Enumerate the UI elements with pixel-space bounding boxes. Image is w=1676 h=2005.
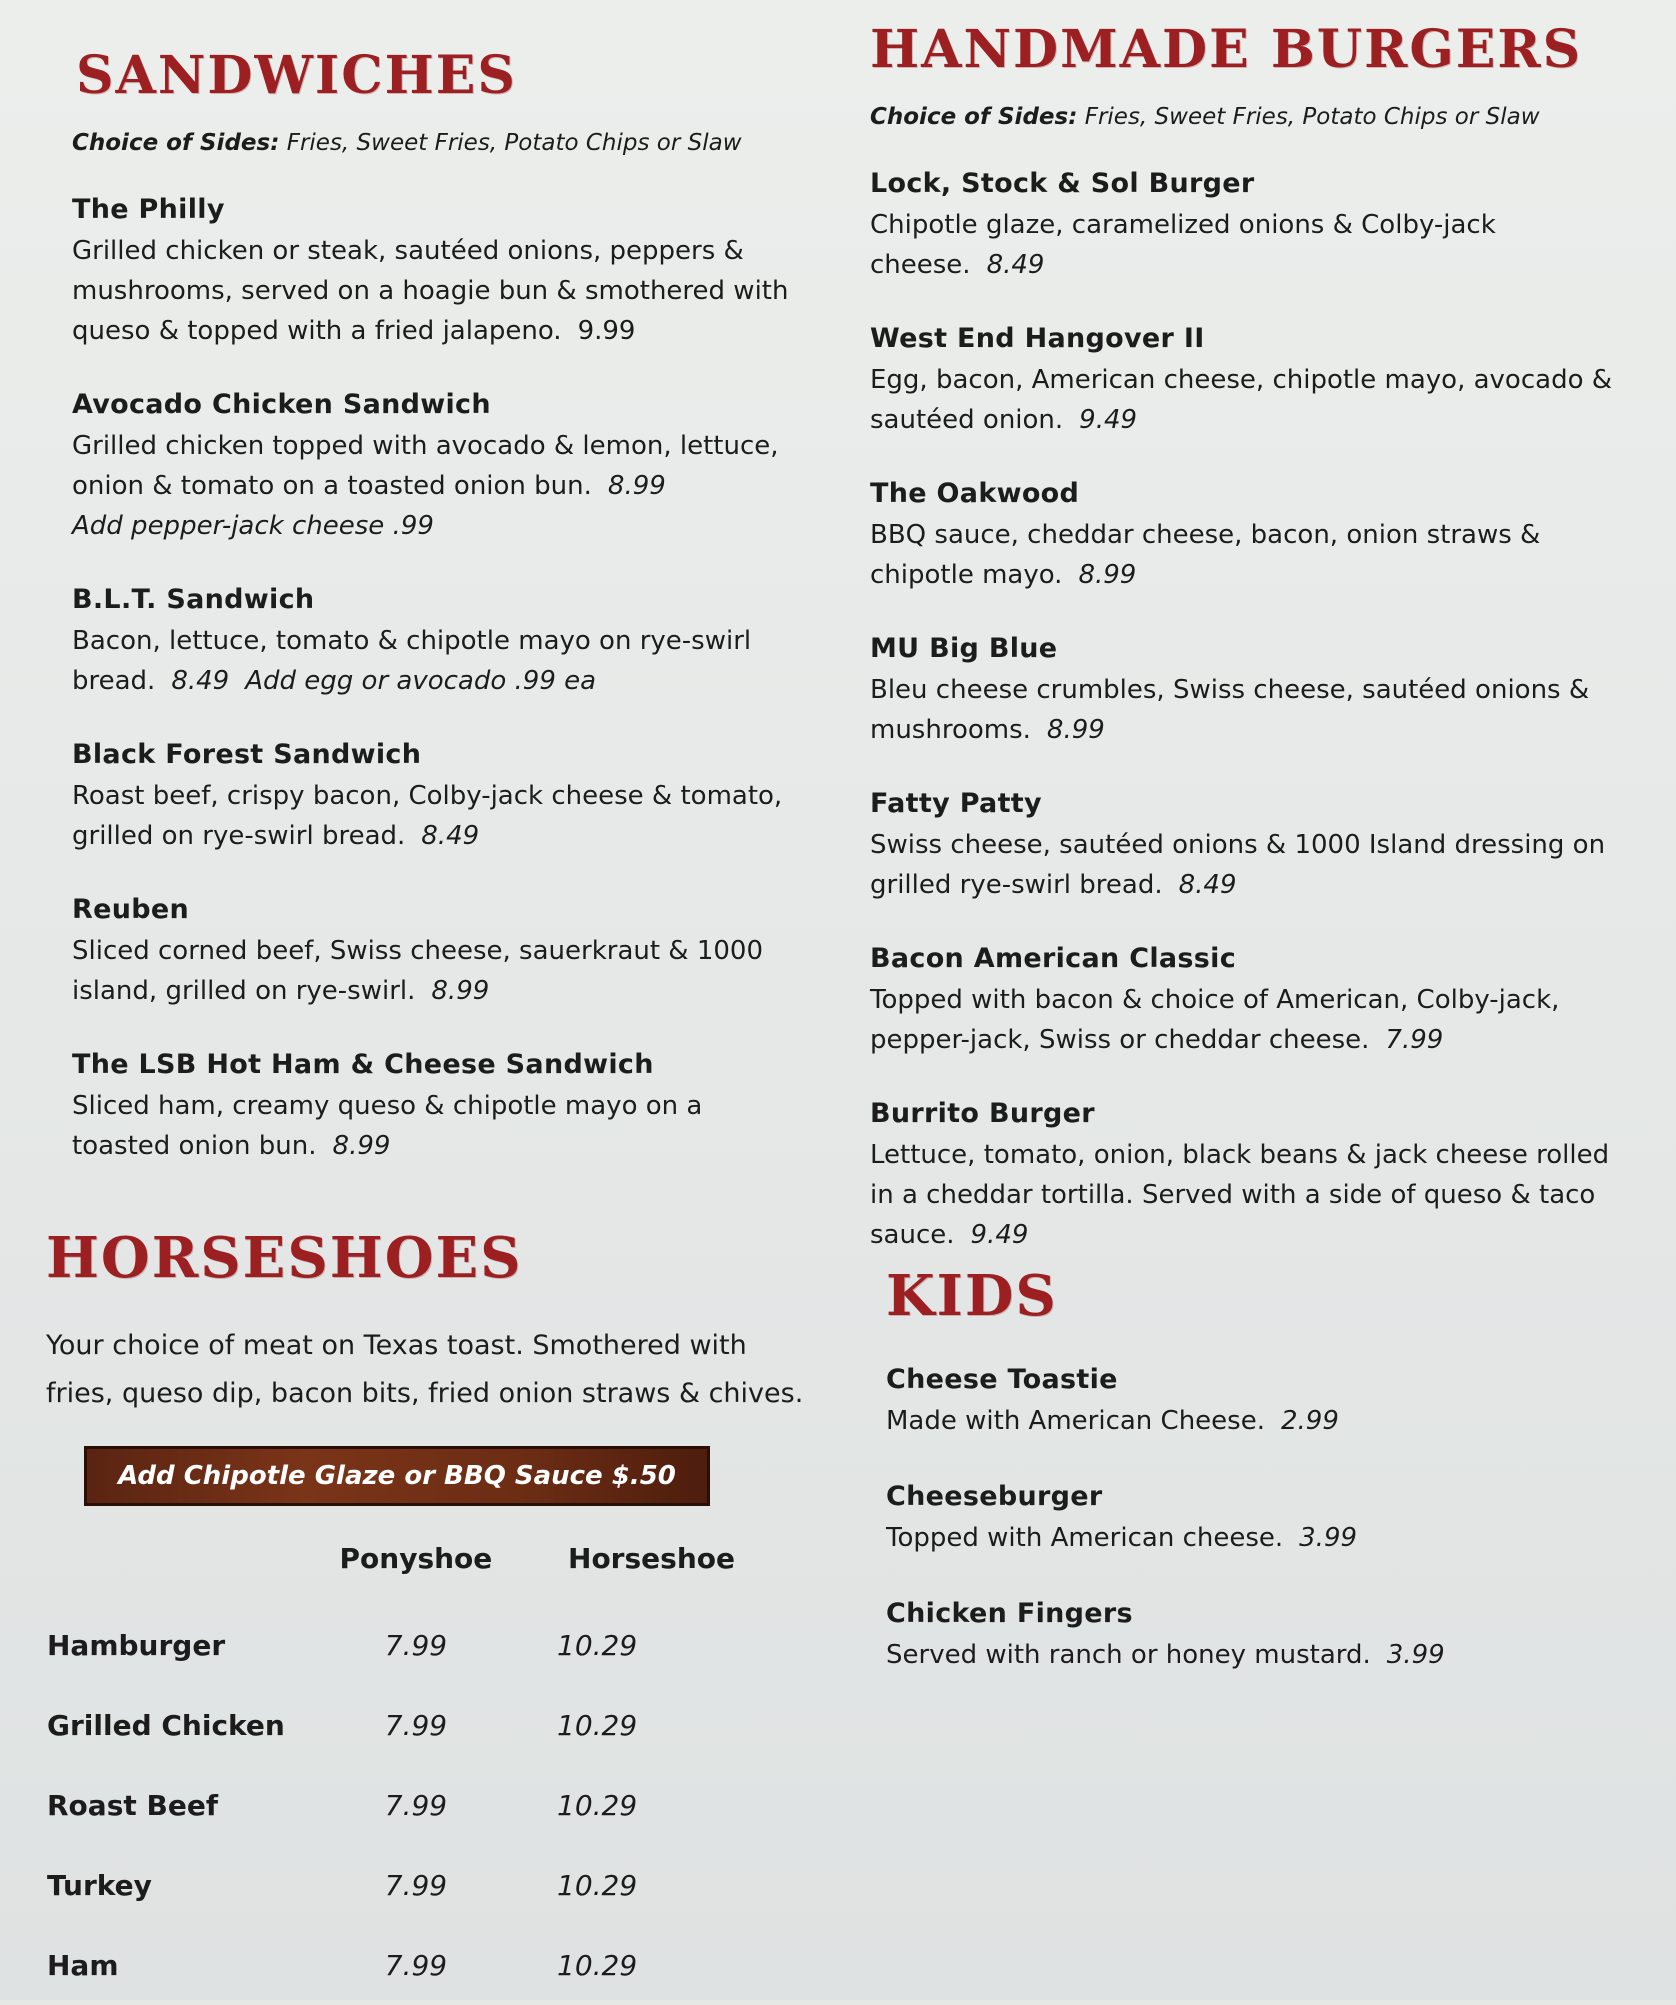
horseshoes-section (46, 1225, 806, 2005)
item-name: The Philly (72, 194, 225, 225)
meat-cell: Ham (47, 1948, 119, 1982)
sandwiches-section (46, 45, 806, 1166)
horseshoe-price: 10.29 (557, 1948, 638, 1982)
item-price: 8.49 (171, 666, 230, 696)
ponyshoe-price: 7.99 (384, 1628, 448, 1662)
sandwiches-sides (72, 130, 806, 156)
item-name: Lock, Stock & Sol Burger (870, 168, 1255, 199)
ponyshoe-price: 7.99 (384, 1708, 448, 1742)
horseshoe-price: 10.29 (557, 1708, 638, 1742)
burger-list (870, 168, 1630, 1255)
sandwiches-title: SANDWICHES (76, 45, 517, 106)
menu-item (870, 323, 1630, 440)
item-name: Bacon American Classic (870, 943, 1237, 974)
ponyshoe-price: 7.99 (384, 1788, 448, 1822)
sides-label: Choice of Sides: (870, 104, 1078, 130)
meat-cell: Hamburger (47, 1628, 226, 1662)
menu-item (72, 1049, 802, 1166)
ponyshoe-price: 7.99 (384, 1948, 448, 1982)
column-header-ponyshoe: Ponyshoe (339, 1542, 493, 1575)
item-desc: Served with ranch or honey mustard. 3.99 (886, 1640, 1445, 1670)
item-price: 8.49 (1178, 870, 1237, 900)
item-name: Cheese Toastie (886, 1364, 1118, 1395)
item-name: Burrito Burger (870, 1098, 1095, 1129)
item-price: 8.99 (607, 471, 666, 501)
item-desc: Topped with American cheese. 3.99 (886, 1523, 1358, 1553)
menu-item (72, 584, 802, 701)
item-price: 9.49 (970, 1220, 1029, 1250)
table-row (46, 1925, 806, 2005)
meat-cell: Grilled Chicken (47, 1708, 285, 1742)
item-desc: Topped with bacon & choice of American, Colby-jack, pepper-jack, Swiss or cheddar cheese. 7.99 (870, 985, 1560, 1055)
sides-label: Choice of Sides: (72, 130, 280, 156)
burgers-sides (870, 104, 1630, 130)
item-name: West End Hangover II (870, 323, 1205, 354)
item-name: Avocado Chicken Sandwich (72, 389, 491, 420)
menu-item (886, 1481, 1626, 1558)
item-price: 3.99 (1386, 1640, 1445, 1670)
item-price: 8.49 (986, 250, 1045, 280)
item-price: 9.99 (577, 316, 636, 346)
item-name: Fatty Patty (870, 788, 1042, 819)
horseshoe-price: 10.29 (557, 1868, 638, 1902)
item-name: B.L.T. Sandwich (72, 584, 315, 615)
burgers-section (870, 19, 1630, 1255)
horseshoes-title: HORSESHOES (46, 1225, 523, 1291)
item-price: 8.99 (431, 976, 490, 1006)
sandwich-list (72, 194, 802, 1166)
sides-text: Fries, Sweet Fries, Potato Chips or Slaw (1084, 104, 1540, 130)
item-name: Cheeseburger (886, 1481, 1103, 1512)
item-desc: Made with American Cheese. 2.99 (886, 1406, 1339, 1436)
menu-item (72, 389, 802, 546)
item-name: The Oakwood (870, 478, 1080, 509)
horseshoe-price: 10.29 (557, 1628, 638, 1662)
item-desc: Swiss cheese, sautéed onions & 1000 Island dressing on grilled rye-swirl bread. 8.49 (870, 830, 1606, 900)
sides-text: Fries, Sweet Fries, Potato Chips or Slaw (286, 130, 742, 156)
menu-item (870, 943, 1630, 1060)
item-name: Reuben (72, 894, 189, 925)
horseshoe-price: 10.29 (557, 1788, 638, 1822)
item-desc: Sliced ham, creamy queso & chipotle mayo on a toasted onion bun. 8.99 (72, 1091, 703, 1161)
table-row (46, 1765, 806, 1845)
column-header-horseshoe: Horseshoe (568, 1542, 735, 1575)
item-desc: Bacon, lettuce, tomato & chipotle mayo on rye-swirl bread. 8.49 Add egg or avocado .99 ea (72, 626, 752, 696)
item-desc: Grilled chicken topped with avocado & lemon, lettuce, onion & tomato on a toasted onion bun. 8.99 Add pepper-jack cheese .99 (72, 426, 802, 546)
item-desc: Lettuce, tomato, onion, black beans & jack cheese rolled in a cheddar tortilla. Served with a side of queso & taco sauce. 9.49 (870, 1140, 1610, 1250)
item-name: Black Forest Sandwich (72, 739, 422, 770)
column-header-meat (46, 1542, 335, 1605)
item-price: 8.99 (332, 1131, 391, 1161)
item-price: 8.49 (421, 821, 480, 851)
item-desc: Chipotle glaze, caramelized onions & Colby-jack cheese. 8.49 (870, 210, 1496, 280)
menu-item (870, 788, 1630, 905)
item-addon: Add pepper-jack cheese .99 (72, 511, 434, 541)
item-desc: Roast beef, crispy bacon, Colby-jack cheese & tomato, grilled on rye-swirl bread. 8.49 (72, 781, 783, 851)
menu-item (886, 1598, 1626, 1675)
item-name: MU Big Blue (870, 633, 1058, 664)
item-price: 2.99 (1280, 1406, 1339, 1436)
item-addon: Add egg or avocado .99 ea (245, 666, 597, 696)
item-desc: Grilled chicken or steak, sautéed onions, peppers & mushrooms, served on a hoagie bun & smothered with queso & topped with a fried jalapeno. 9.99 (72, 236, 789, 346)
horseshoes-desc: Your choice of meat on Texas toast. Smothered with fries, queso dip, bacon bits, fried onion straws & chives. (46, 1330, 804, 1409)
menu-item (870, 633, 1630, 750)
menu-item (72, 894, 802, 1011)
item-name: The LSB Hot Ham & Cheese Sandwich (72, 1049, 654, 1080)
table-row (46, 1845, 806, 1925)
menu-item (72, 739, 802, 856)
kids-section (886, 1263, 1626, 1675)
item-name: Chicken Fingers (886, 1598, 1133, 1629)
item-price: 8.99 (1046, 715, 1105, 745)
item-desc: Egg, bacon, American cheese, chipotle mayo, avocado & sautéed onion. 9.49 (870, 365, 1613, 435)
burgers-title: HANDMADE BURGERS (870, 19, 1583, 80)
item-desc: Bleu cheese crumbles, Swiss cheese, sautéed onions & mushrooms. 8.99 (870, 675, 1590, 745)
menu-item (870, 478, 1630, 595)
ponyshoe-price: 7.99 (384, 1868, 448, 1902)
item-price: 3.99 (1299, 1523, 1358, 1553)
meat-cell: Roast Beef (47, 1788, 218, 1822)
kids-title: KIDS (886, 1263, 1058, 1329)
horseshoe-price-table (46, 1542, 806, 2005)
item-desc: BBQ sauce, cheddar cheese, bacon, onion straws & chipotle mayo. 8.99 (870, 520, 1541, 590)
addon-sauce-banner: Add Chipotle Glaze or BBQ Sauce $.50 (84, 1446, 710, 1506)
menu-item (886, 1364, 1626, 1441)
menu-item (870, 1098, 1630, 1255)
meat-cell: Turkey (47, 1868, 152, 1902)
menu-item (870, 168, 1630, 285)
table-row (46, 1605, 806, 1685)
table-row (46, 1685, 806, 1765)
item-price: 9.49 (1079, 405, 1138, 435)
table-header-row (46, 1542, 806, 1605)
menu-item (72, 194, 802, 351)
item-desc: Sliced corned beef, Swiss cheese, sauerkraut & 1000 island, grilled on rye-swirl. 8.99 (72, 936, 764, 1006)
item-price: 7.99 (1385, 1025, 1444, 1055)
item-price: 8.99 (1078, 560, 1137, 590)
